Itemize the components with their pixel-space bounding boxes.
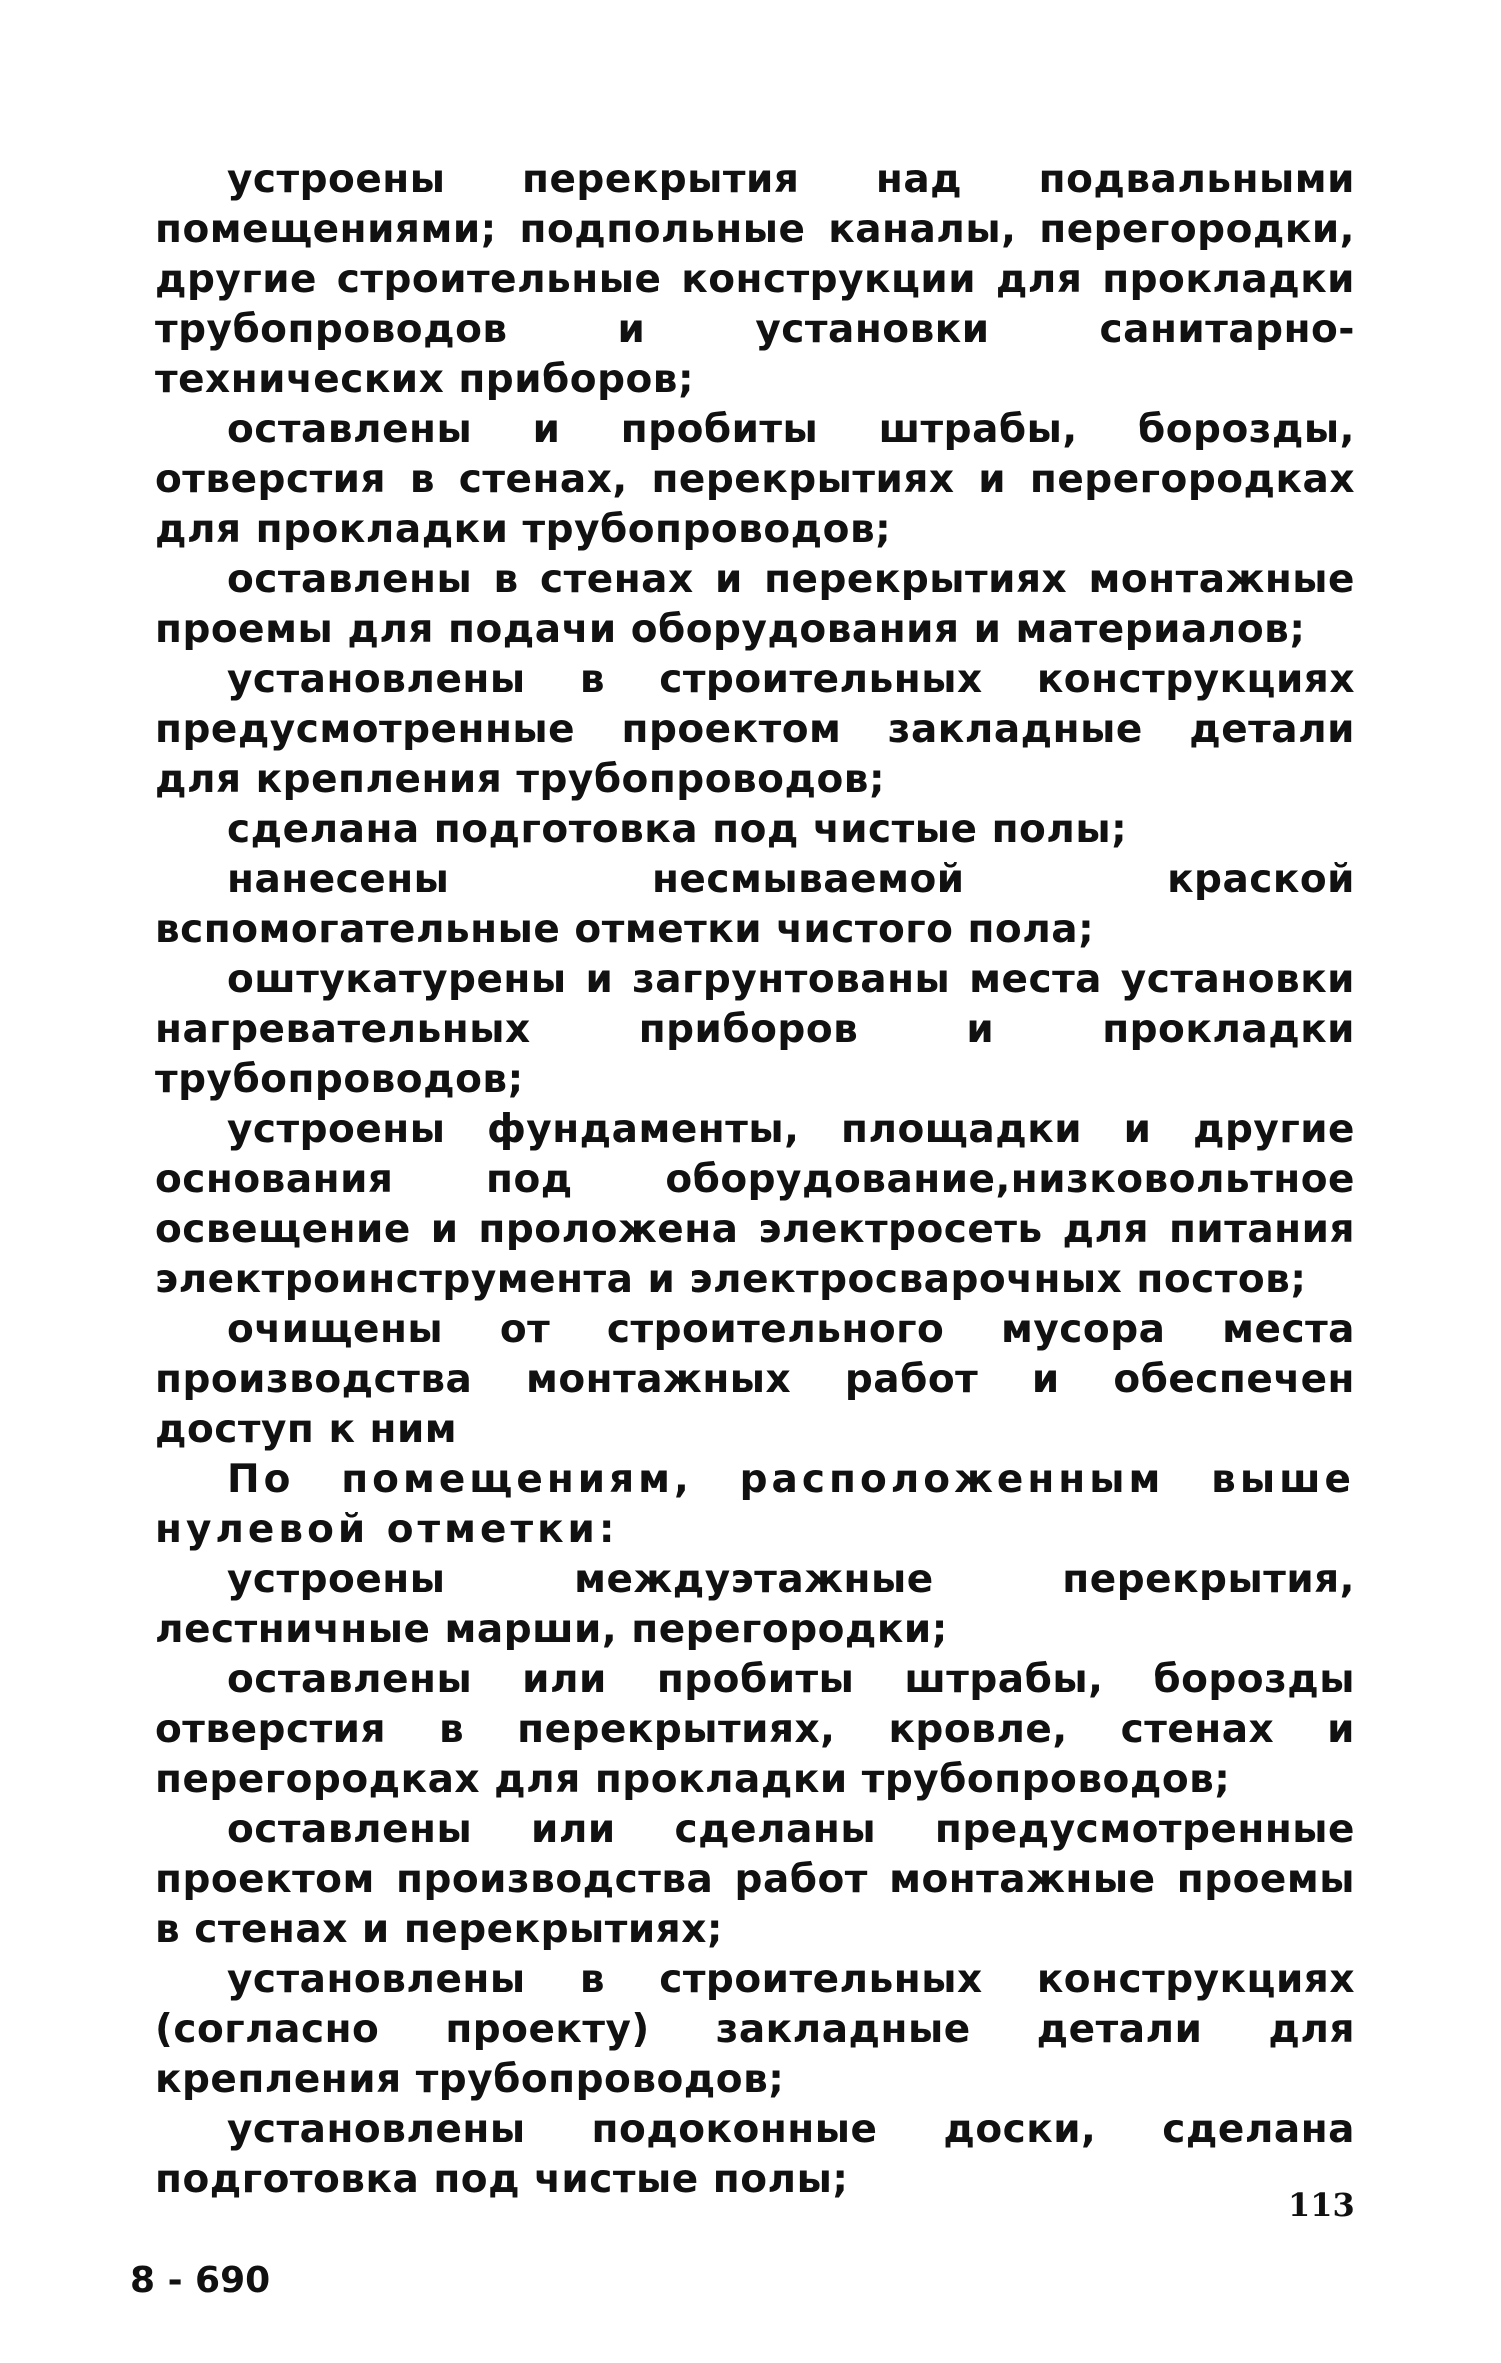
page-number: 113	[1288, 2186, 1355, 2224]
paragraph: оставлены или пробиты штрабы, борозды отверстия в перекрытиях, кровле, стенах и перегородках для прокладки трубопроводов;	[155, 1657, 1355, 1802]
paragraph: оставлены в стенах и перекрытиях монтажные проемы для подачи оборудования и материалов;	[155, 557, 1355, 652]
paragraph: очищены от строительного мусора места производства монтажных работ и обеспечен доступ к ним	[155, 1307, 1355, 1452]
paragraph: сделана подготовка под чистые полы;	[227, 807, 1128, 852]
paragraph: устроены междуэтажные перекрытия, лестничные марши, перегородки;	[155, 1557, 1355, 1652]
paragraph: нанесены несмываемой краской вспомогательные отметки чистого пола;	[155, 857, 1355, 952]
paragraph: устроены перекрытия над подвальными помещениями; подпольные каналы, перегородки, другие строительные конструкции для прокладки трубопроводов и установки санитарно-технических приборов;	[155, 157, 1355, 402]
paragraph: установлены в строительных конструкциях (согласно проекту) закладные детали для крепления трубопроводов;	[155, 1957, 1355, 2102]
paragraph: устроены фундаменты, площадки и другие основания под оборудование,низковольтное освещение и проложена электросеть для питания электроинструмента и электросварочных постов;	[155, 1107, 1355, 1302]
paragraph: оштукатурены и загрунтованы места установки нагревательных приборов и прокладки трубопроводов;	[155, 957, 1355, 1102]
paragraph: установлены подоконные доски, сделана подготовка под чистые полы;	[155, 2107, 1355, 2202]
paragraph: оставлены или сделаны предусмотренные проектом производства работ монтажные проемы в стенах и перекрытиях;	[155, 1807, 1355, 1952]
printer-signature: 8 - 690	[130, 2260, 271, 2301]
paragraph: установлены в строительных конструкциях предусмотренные проектом закладные детали для крепления трубопроводов;	[155, 657, 1355, 802]
body-text	[155, 155, 1355, 2205]
paragraph: оставлены и пробиты штрабы, борозды, отверстия в стенах, перекрытиях и перегородках для прокладки трубопроводов;	[155, 407, 1355, 552]
section-heading: По помещениям, расположенным выше нулевой отметки:	[155, 1457, 1355, 1552]
